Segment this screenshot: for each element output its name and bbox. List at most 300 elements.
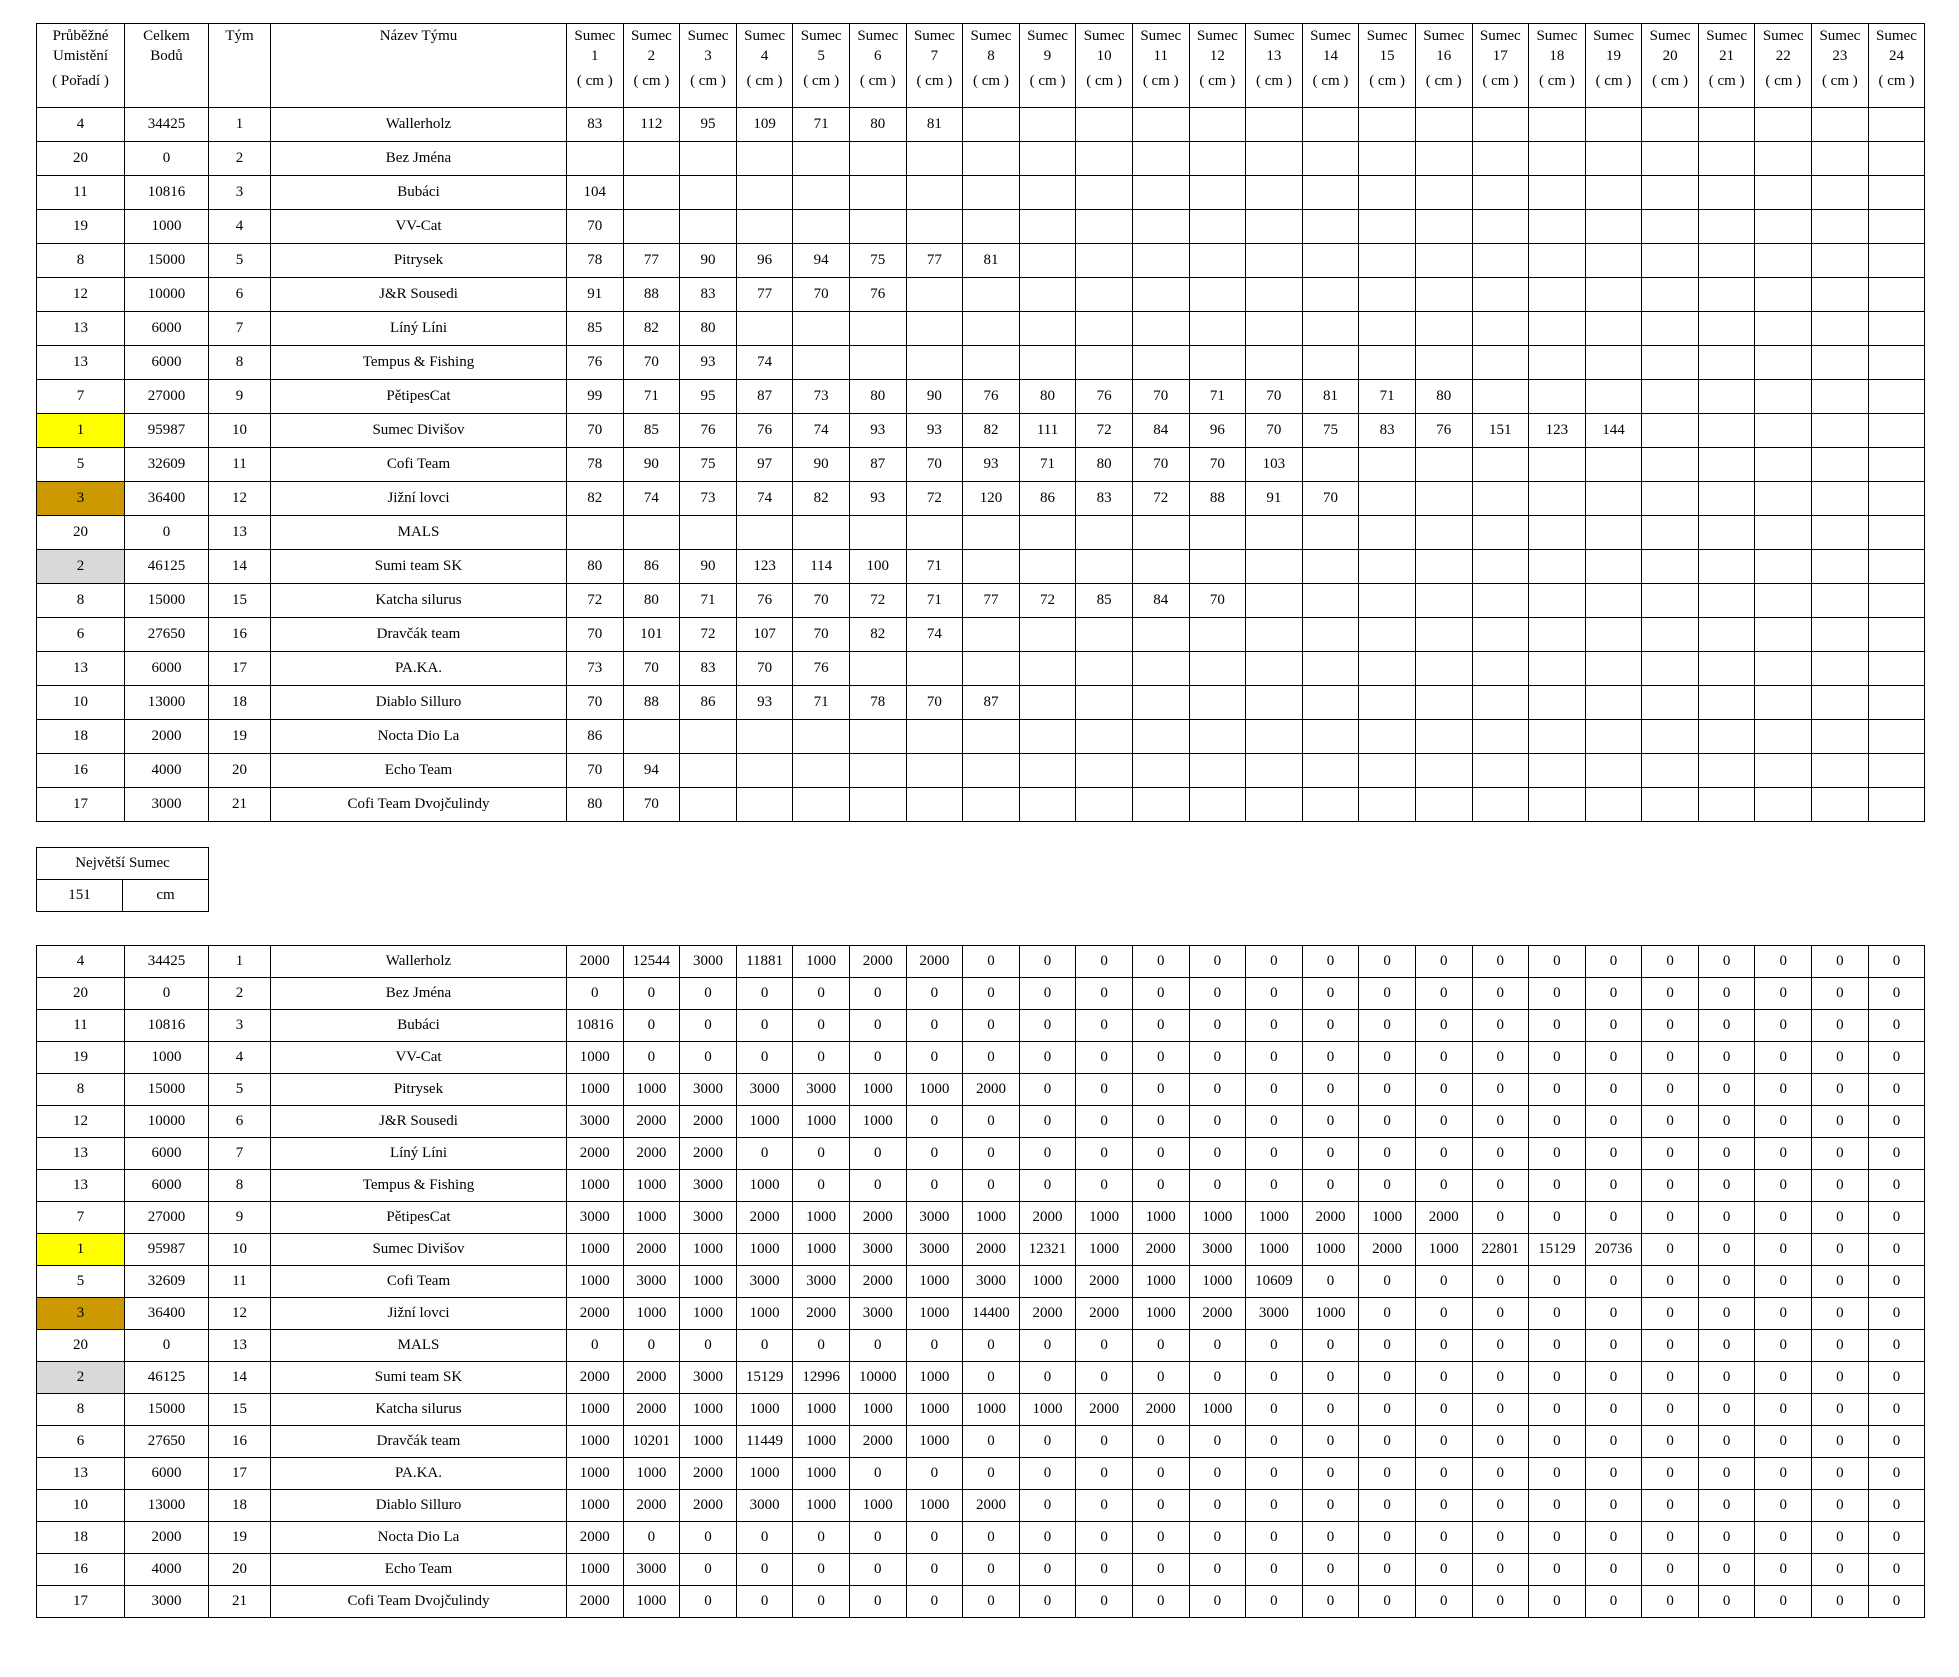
catch-points-cell: 2000: [1019, 1298, 1076, 1330]
catch-length-cell: 72: [906, 482, 963, 516]
catch-points-cell: 0: [1076, 1170, 1133, 1202]
catch-points-cell: 11449: [736, 1426, 793, 1458]
catch-length-cell: [1642, 618, 1699, 652]
catch-points-cell: 0: [1359, 1074, 1416, 1106]
largest-catfish-box: [36, 847, 209, 912]
catch-length-cell: [1868, 516, 1925, 550]
total-points-cell: 27000: [125, 1202, 209, 1234]
catch-points-cell: 0: [1302, 1554, 1359, 1586]
team-name-cell: Tempus & Fishing: [271, 1170, 567, 1202]
team-name-cell: Pitrysek: [271, 244, 567, 278]
catch-length-cell: 88: [623, 278, 680, 312]
table-row: [37, 380, 1925, 414]
catch-points-cell: 1000: [1132, 1298, 1189, 1330]
team-number-cell: 7: [209, 312, 271, 346]
catch-points-cell: 0: [1755, 978, 1812, 1010]
catch-points-cell: 1000: [1302, 1234, 1359, 1266]
catch-points-cell: 2000: [963, 1234, 1020, 1266]
catch-length-cell: [1472, 720, 1529, 754]
catch-points-cell: 0: [680, 1586, 737, 1618]
catch-length-cell: [906, 210, 963, 244]
catch-points-cell: 0: [1868, 1202, 1925, 1234]
catch-points-cell: 0: [1302, 1586, 1359, 1618]
catch-length-cell: 76: [736, 584, 793, 618]
catch-points-cell: 1000: [1132, 1202, 1189, 1234]
catch-points-cell: 1000: [1019, 1394, 1076, 1426]
catch-points-cell: 0: [1642, 1522, 1699, 1554]
catch-length-cell: [680, 142, 737, 176]
catch-length-cell: [849, 516, 906, 550]
sumec-header-11: Sumec 11 ( cm ): [1132, 24, 1189, 108]
catch-points-cell: 0: [793, 1138, 850, 1170]
catch-length-cell: [1698, 618, 1755, 652]
catch-length-cell: [1868, 482, 1925, 516]
catch-points-cell: 0: [1302, 1362, 1359, 1394]
catch-points-cell: 0: [1642, 1106, 1699, 1138]
catch-length-cell: [963, 176, 1020, 210]
catch-points-cell: 0: [1868, 1042, 1925, 1074]
catch-points-cell: 0: [1529, 1298, 1586, 1330]
catch-length-cell: [1812, 754, 1869, 788]
catch-points-cell: 0: [1755, 1298, 1812, 1330]
catch-length-cell: [1019, 618, 1076, 652]
catch-points-cell: 0: [1019, 1522, 1076, 1554]
catch-length-cell: [1529, 584, 1586, 618]
catch-length-cell: [1642, 584, 1699, 618]
catch-points-cell: 2000: [906, 946, 963, 978]
total-points-cell: 10000: [125, 1106, 209, 1138]
catch-length-cell: 71: [906, 584, 963, 618]
largest-catfish-label: Největší Sumec: [37, 848, 209, 880]
catch-length-cell: 76: [963, 380, 1020, 414]
catch-points-cell: 2000: [680, 1490, 737, 1522]
catch-length-cell: 70: [623, 346, 680, 380]
catch-length-cell: [736, 176, 793, 210]
catch-points-cell: 0: [1359, 946, 1416, 978]
catch-points-cell: 3000: [793, 1074, 850, 1106]
catch-length-cell: 85: [1076, 584, 1133, 618]
catch-length-cell: [1868, 312, 1925, 346]
catch-points-cell: 0: [1755, 1010, 1812, 1042]
catch-length-cell: [1189, 550, 1246, 584]
catch-points-cell: 0: [793, 1042, 850, 1074]
catch-points-cell: 0: [1132, 1106, 1189, 1138]
catch-length-cell: [736, 516, 793, 550]
catch-length-cell: [849, 312, 906, 346]
catch-points-cell: 1000: [1076, 1202, 1133, 1234]
catch-points-cell: 12544: [623, 946, 680, 978]
catch-points-cell: 1000: [567, 1266, 624, 1298]
catch-length-cell: 76: [680, 414, 737, 448]
catch-points-cell: 0: [793, 1586, 850, 1618]
catch-points-cell: 0: [623, 1522, 680, 1554]
catch-points-cell: 0: [1076, 1554, 1133, 1586]
total-points-cell: 6000: [125, 652, 209, 686]
table-row: [37, 1490, 1925, 1522]
catch-points-cell: 0: [1698, 1362, 1755, 1394]
catch-points-cell: 0: [1189, 1330, 1246, 1362]
catch-points-cell: 0: [906, 1138, 963, 1170]
catch-points-cell: 0: [1359, 1522, 1416, 1554]
catch-points-cell: 0: [1472, 1362, 1529, 1394]
team-name-cell: Bez Jména: [271, 978, 567, 1010]
catch-length-cell: [1019, 142, 1076, 176]
rank-cell: 13: [37, 312, 125, 346]
rank-cell: 11: [37, 1010, 125, 1042]
catch-length-cell: [1585, 788, 1642, 822]
catch-length-cell: [1642, 516, 1699, 550]
table-row: [37, 1586, 1925, 1618]
catch-length-cell: [1642, 686, 1699, 720]
catch-length-cell: [1529, 380, 1586, 414]
catch-points-cell: 3000: [906, 1202, 963, 1234]
catch-points-cell: 0: [963, 1106, 1020, 1138]
team-number-cell: 14: [209, 550, 271, 584]
catch-length-cell: [963, 142, 1020, 176]
sumec-header-4: Sumec 4 ( cm ): [736, 24, 793, 108]
catch-points-cell: 2000: [849, 946, 906, 978]
catch-length-cell: [1359, 210, 1416, 244]
catch-points-cell: 2000: [849, 1202, 906, 1234]
catch-length-cell: [1868, 346, 1925, 380]
catch-points-cell: 0: [1642, 1298, 1699, 1330]
catch-length-cell: [1529, 618, 1586, 652]
catch-points-cell: 3000: [680, 1202, 737, 1234]
catch-points-cell: 0: [1585, 1266, 1642, 1298]
catch-points-cell: 2000: [567, 1522, 624, 1554]
catch-points-cell: 2000: [567, 1298, 624, 1330]
catch-points-cell: 0: [1019, 1138, 1076, 1170]
catch-points-cell: 0: [1189, 1010, 1246, 1042]
sumec-header-24: Sumec 24 ( cm ): [1868, 24, 1925, 108]
sumec-header-8: Sumec 8 ( cm ): [963, 24, 1020, 108]
catch-points-cell: 0: [1755, 1266, 1812, 1298]
table-row: [37, 244, 1925, 278]
catch-points-cell: 0: [963, 1010, 1020, 1042]
catch-length-cell: [849, 346, 906, 380]
catch-length-cell: 70: [567, 686, 624, 720]
catch-points-cell: 0: [1868, 1106, 1925, 1138]
catch-length-cell: [1415, 754, 1472, 788]
catch-length-cell: [1868, 210, 1925, 244]
catch-length-cell: [793, 176, 850, 210]
catch-points-cell: 0: [1132, 1458, 1189, 1490]
catch-points-cell: 0: [1585, 1298, 1642, 1330]
catch-length-cell: [1642, 312, 1699, 346]
rank-cell: 17: [37, 1586, 125, 1618]
team-number-cell: 20: [209, 754, 271, 788]
catch-length-cell: [1585, 550, 1642, 584]
table-row: [37, 1138, 1925, 1170]
table-row: [37, 516, 1925, 550]
catch-points-cell: 3000: [623, 1554, 680, 1586]
catch-points-cell: 2000: [1132, 1394, 1189, 1426]
catch-points-cell: 0: [1642, 1490, 1699, 1522]
catch-points-cell: 0: [1698, 1010, 1755, 1042]
catch-points-cell: 0: [1246, 1362, 1303, 1394]
catch-length-cell: [1246, 278, 1303, 312]
table-row: [37, 1202, 1925, 1234]
catch-length-cell: [1189, 108, 1246, 142]
total-points-cell: 1000: [125, 210, 209, 244]
catch-length-cell: 93: [736, 686, 793, 720]
table-row: [37, 1426, 1925, 1458]
total-points-cell: 0: [125, 1330, 209, 1362]
catch-points-cell: 0: [1019, 1554, 1076, 1586]
team-number-cell: 9: [209, 380, 271, 414]
table-row: [37, 1394, 1925, 1426]
catch-points-cell: 1000: [906, 1426, 963, 1458]
points-body: [37, 946, 1925, 1618]
catch-length-cell: [963, 278, 1020, 312]
catch-length-cell: [1642, 788, 1699, 822]
catch-length-cell: [1812, 550, 1869, 584]
rank-cell: 6: [37, 1426, 125, 1458]
catch-length-cell: [1812, 210, 1869, 244]
table-row: [37, 346, 1925, 380]
catch-points-cell: 3000: [906, 1234, 963, 1266]
catch-points-cell: 1000: [623, 1458, 680, 1490]
catch-length-cell: 73: [793, 380, 850, 414]
catch-length-cell: 82: [793, 482, 850, 516]
catch-length-cell: [1755, 142, 1812, 176]
team-name-cell: Katcha silurus: [271, 1394, 567, 1426]
rank-cell: 13: [37, 1458, 125, 1490]
catch-points-cell: 0: [1698, 1458, 1755, 1490]
results-table: [36, 23, 1925, 822]
team-number-cell: 16: [209, 1426, 271, 1458]
catch-length-cell: [1076, 176, 1133, 210]
catch-points-cell: 0: [906, 1522, 963, 1554]
team-name-cell: Líný Líni: [271, 1138, 567, 1170]
catch-length-cell: [963, 346, 1020, 380]
team-number-cell: 18: [209, 686, 271, 720]
catch-points-cell: 2000: [1132, 1234, 1189, 1266]
catch-points-cell: 0: [1189, 1138, 1246, 1170]
catch-points-cell: 1000: [793, 1394, 850, 1426]
catch-points-cell: 0: [1755, 1138, 1812, 1170]
catch-length-cell: [1246, 686, 1303, 720]
catch-length-cell: [1642, 244, 1699, 278]
catch-length-cell: [1132, 210, 1189, 244]
catch-points-cell: 0: [1246, 1074, 1303, 1106]
catch-length-cell: 86: [567, 720, 624, 754]
catch-length-cell: [1359, 618, 1416, 652]
catch-points-cell: 0: [1472, 1042, 1529, 1074]
catch-points-cell: 0: [1812, 1138, 1869, 1170]
catch-points-cell: 0: [1698, 1234, 1755, 1266]
catch-points-cell: 1000: [906, 1362, 963, 1394]
catch-points-cell: 0: [1812, 1170, 1869, 1202]
team-name-cell: Echo Team: [271, 1554, 567, 1586]
catch-length-cell: [1302, 210, 1359, 244]
catch-points-cell: 2000: [567, 1138, 624, 1170]
catch-points-cell: 0: [963, 946, 1020, 978]
catch-points-cell: 0: [1812, 1394, 1869, 1426]
table-row: [37, 210, 1925, 244]
total-points-cell: 95987: [125, 1234, 209, 1266]
catch-length-cell: [1076, 210, 1133, 244]
catch-points-cell: 0: [1868, 1426, 1925, 1458]
catch-length-cell: [1585, 482, 1642, 516]
catch-length-cell: [1642, 720, 1699, 754]
rank-cell: 2: [37, 1362, 125, 1394]
total-points-cell: 15000: [125, 1074, 209, 1106]
rank-cell: 13: [37, 346, 125, 380]
sumec-header-12: Sumec 12 ( cm ): [1189, 24, 1246, 108]
catch-length-cell: [1698, 176, 1755, 210]
catch-length-cell: [1472, 448, 1529, 482]
catch-length-cell: 71: [793, 686, 850, 720]
catch-length-cell: [1132, 142, 1189, 176]
catch-length-cell: [1812, 482, 1869, 516]
catch-points-cell: 0: [1472, 1554, 1529, 1586]
catch-length-cell: [1415, 652, 1472, 686]
sumec-header-18: Sumec 18 ( cm ): [1529, 24, 1586, 108]
catch-points-cell: 1000: [793, 1426, 850, 1458]
catch-points-cell: 1000: [736, 1106, 793, 1138]
catch-points-cell: 0: [1812, 1426, 1869, 1458]
catch-length-cell: [1529, 176, 1586, 210]
catch-length-cell: [1642, 176, 1699, 210]
catch-points-cell: 0: [1585, 1458, 1642, 1490]
catch-points-cell: 0: [1076, 1458, 1133, 1490]
catch-points-cell: 3000: [567, 1106, 624, 1138]
catch-points-cell: 0: [1076, 1330, 1133, 1362]
total-points-cell: 27000: [125, 380, 209, 414]
catch-length-cell: [1472, 652, 1529, 686]
catch-points-cell: 0: [1359, 1586, 1416, 1618]
total-points-cell: 27650: [125, 618, 209, 652]
catch-length-cell: [1302, 278, 1359, 312]
team-name-cell: J&R Sousedi: [271, 1106, 567, 1138]
team-name-cell: Katcha silurus: [271, 584, 567, 618]
team-number-cell: 1: [209, 946, 271, 978]
catch-points-cell: 0: [1868, 1554, 1925, 1586]
team-name-cell: Sumi team SK: [271, 550, 567, 584]
rank-cell: 20: [37, 978, 125, 1010]
team-number-cell: 17: [209, 1458, 271, 1490]
catch-length-cell: [1132, 108, 1189, 142]
team-name-cell: Líný Líni: [271, 312, 567, 346]
catch-points-cell: 0: [1246, 1106, 1303, 1138]
catch-points-cell: 0: [1642, 1170, 1699, 1202]
total-points-cell: 32609: [125, 1266, 209, 1298]
catch-length-cell: 76: [1076, 380, 1133, 414]
catch-length-cell: 96: [1189, 414, 1246, 448]
table-row: [37, 978, 1925, 1010]
catch-length-cell: [906, 754, 963, 788]
catch-points-cell: 0: [1302, 1458, 1359, 1490]
rank-cell: 17: [37, 788, 125, 822]
catch-points-cell: 0: [736, 1522, 793, 1554]
catch-points-cell: 0: [1585, 1586, 1642, 1618]
catch-length-cell: 95: [680, 108, 737, 142]
team-name-cell: Tempus & Fishing: [271, 346, 567, 380]
catch-length-cell: [963, 550, 1020, 584]
catch-length-cell: [1302, 346, 1359, 380]
catch-length-cell: [1132, 346, 1189, 380]
catch-length-cell: [963, 516, 1020, 550]
catch-length-cell: [1132, 550, 1189, 584]
catch-length-cell: [963, 618, 1020, 652]
catch-points-cell: 3000: [963, 1266, 1020, 1298]
catch-points-cell: 1000: [736, 1458, 793, 1490]
sumec-header-1: Sumec 1 ( cm ): [567, 24, 624, 108]
catch-length-cell: 109: [736, 108, 793, 142]
catch-points-cell: 0: [567, 1330, 624, 1362]
catch-length-cell: 123: [1529, 414, 1586, 448]
catch-length-cell: [906, 312, 963, 346]
catch-length-cell: [1359, 312, 1416, 346]
catch-points-cell: 0: [567, 978, 624, 1010]
catch-points-cell: 0: [1698, 1170, 1755, 1202]
catch-points-cell: 0: [1812, 1298, 1869, 1330]
catch-length-cell: 84: [1132, 584, 1189, 618]
catch-length-cell: 70: [906, 448, 963, 482]
catch-points-cell: 0: [1076, 978, 1133, 1010]
rank-cell: 10: [37, 686, 125, 720]
team-name-cell: MALS: [271, 516, 567, 550]
catch-length-cell: 93: [849, 482, 906, 516]
catch-points-cell: 0: [906, 1586, 963, 1618]
catch-points-cell: 2000: [1415, 1202, 1472, 1234]
team-number-cell: 16: [209, 618, 271, 652]
catch-points-cell: 0: [1642, 946, 1699, 978]
catch-length-cell: [1698, 482, 1755, 516]
catch-points-cell: 3000: [567, 1202, 624, 1234]
catch-points-cell: 0: [1415, 1074, 1472, 1106]
total-points-cell: 36400: [125, 482, 209, 516]
catch-points-cell: 1000: [567, 1426, 624, 1458]
catch-points-cell: 0: [1359, 1010, 1416, 1042]
catch-length-cell: [1529, 550, 1586, 584]
rank-cell: 5: [37, 448, 125, 482]
catch-points-cell: 0: [1472, 1330, 1529, 1362]
catch-points-cell: 0: [1359, 1394, 1416, 1426]
catch-points-cell: 0: [1132, 1522, 1189, 1554]
catch-length-cell: [793, 346, 850, 380]
rank-cell: 4: [37, 108, 125, 142]
catch-length-cell: [906, 142, 963, 176]
total-points-cell: 36400: [125, 1298, 209, 1330]
catch-points-cell: 0: [1246, 1458, 1303, 1490]
catch-points-cell: 0: [1868, 1458, 1925, 1490]
table-row: [37, 1458, 1925, 1490]
catch-length-cell: [1755, 312, 1812, 346]
catch-points-cell: 0: [1755, 946, 1812, 978]
catch-length-cell: 112: [623, 108, 680, 142]
catch-length-cell: 74: [793, 414, 850, 448]
total-points-cell: 6000: [125, 346, 209, 380]
catch-length-cell: [1642, 754, 1699, 788]
catch-length-cell: [906, 516, 963, 550]
catch-length-cell: 104: [567, 176, 624, 210]
catch-points-cell: 0: [1642, 1138, 1699, 1170]
catch-length-cell: [623, 142, 680, 176]
catch-length-cell: [1585, 380, 1642, 414]
catch-points-cell: 10201: [623, 1426, 680, 1458]
catch-points-cell: 2000: [1189, 1298, 1246, 1330]
catch-length-cell: [963, 720, 1020, 754]
sumec-header-16: Sumec 16 ( cm ): [1415, 24, 1472, 108]
catch-length-cell: [1812, 516, 1869, 550]
catch-points-cell: 0: [1698, 1522, 1755, 1554]
catch-length-cell: [1868, 788, 1925, 822]
catch-length-cell: [736, 210, 793, 244]
catch-length-cell: [1755, 584, 1812, 618]
catch-length-cell: [1302, 176, 1359, 210]
